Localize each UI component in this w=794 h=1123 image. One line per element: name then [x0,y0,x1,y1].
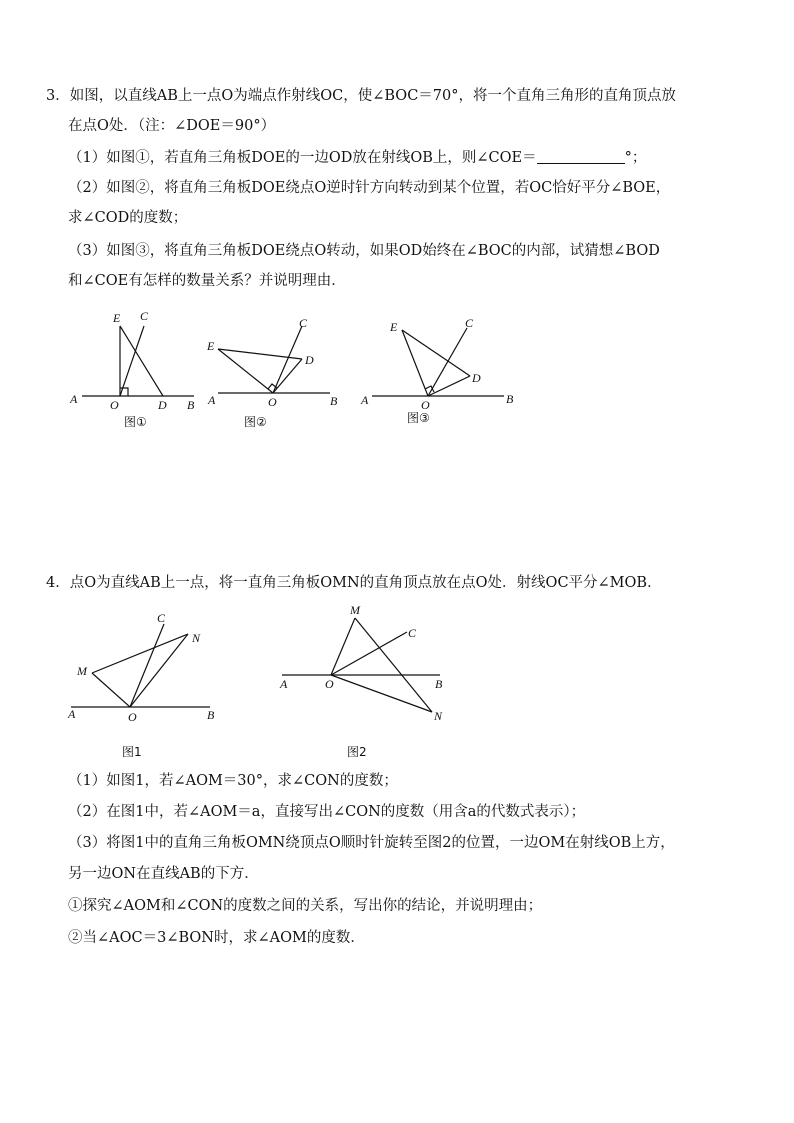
q4fig2-label-m: M [350,603,360,617]
q3-figure-3 [372,328,504,396]
q4fig1-ray-oc [130,624,164,707]
q3-stem: 如图，以直线AB上一点O为端点作射线OC，使∠BOC＝70°，将一个直角三角形的直角顶点放 [69,88,676,104]
fig2-ray-od [273,359,302,393]
q4-part3b: 另一边ON在直线AB的下方． [68,866,259,882]
fig3-label-b: B [506,392,514,406]
fig3-label-c: C [465,316,474,330]
q4-sub2: ②当∠AOC＝3∠BON时，求∠AOM的度数． [68,930,365,946]
fig2-label-c: C [299,316,308,330]
q3-part3b: 和∠COE有怎样的数量关系？并说明理由． [68,273,346,289]
q3-part1-unit: °； [624,150,647,166]
fig1-label-e: E [113,311,121,325]
fig1-ray-oc [120,326,144,396]
q4fig1-label-b: B [207,708,215,722]
q3-figure-1 [82,326,194,396]
q3-part2a: （2）如图②，将直角三角板DOE绕点O逆时针方向转动到某个位置，若OC恰好平分∠BOE， [68,180,671,196]
q3-part3a: （3）如图③，将直角三角板DOE绕点O转动，如果OD始终在∠BOC的内部，试猜想∠BOD [68,243,660,259]
q4fig2-caption: 图2 [347,745,367,759]
fig2-label-o: O [268,395,277,409]
q4fig1-ray-on [130,634,188,707]
q4-part2: （2）在图1中，若∠AOM＝a，直接写出∠CON的度数（用含a的代数式表示）； [68,804,586,820]
q4-stem: 点O为直线AB上一点，将一直角三角板OMN的直角顶点放在点O处．射线OC平分∠MOB． [69,575,662,591]
fig3-segment-ed [402,330,470,376]
q3-number: 3． [46,88,70,104]
q4fig1-label-n: N [192,631,201,645]
fig1-label-d: D [158,398,167,412]
fig2-caption: 图② [244,415,267,429]
q3-part1-text: （1）如图①，若直角三角板DOE的一边OD放在射线OB上，则∠COE＝ [68,150,537,166]
fig1-label-o: O [110,398,119,412]
fig2-ray-oc [273,326,302,393]
q4-figure-2 [282,618,440,712]
fig1-label-b: B [187,398,195,412]
fig3-label-d: D [472,371,481,385]
q4-number: 4． [46,575,70,591]
q4fig1-label-c: C [157,611,166,625]
fig3-ray-oe [402,330,428,396]
q4fig2-label-n: N [434,709,443,723]
fig1-segment-ed [120,326,163,396]
fig3-label-o: O [421,398,430,412]
fig3-caption: 图③ [407,411,430,425]
fig2-label-e: E [207,339,215,353]
fig1-caption: 图① [124,415,147,429]
fig2-label-a: A [208,393,216,407]
fig3-label-e: E [390,320,398,334]
q4-sub1: ①探究∠AOM和∠CON的度数之间的关系，写出你的结论，并说明理由； [68,898,543,914]
q4fig2-label-b: B [435,677,443,691]
q4fig2-label-c: C [408,626,417,640]
fig1-label-a: A [70,392,78,406]
q4fig2-ray-oc [331,632,407,675]
q3-part2b: 求∠COD的度数； [68,210,188,226]
q4fig2-label-o: O [325,677,334,691]
q4fig1-segment-mn [92,634,188,673]
q3-line2: 在点O处．（注：∠DOE＝90°） [68,118,276,134]
q4fig2-ray-om [331,618,355,675]
q4fig1-label-a: A [68,707,76,721]
q4fig1-label-m: M [77,664,87,678]
q4fig2-label-a: A [280,677,288,691]
q4-figure-1 [71,624,210,707]
q4fig1-ray-om [92,673,130,707]
fig3-ray-oc [428,328,467,396]
fig2-label-d: D [305,353,314,367]
fig2-label-b: B [330,394,338,408]
fig2-ray-oe [218,349,273,393]
q4fig1-label-o: O [128,710,137,724]
fig1-label-c: C [140,309,149,323]
q4-part1: （1）如图1，若∠AOM＝30°，求∠CON的度数； [68,773,398,789]
q4fig1-caption: 图1 [122,745,142,759]
q4-part3a: （3）将图1中的直角三角板OMN绕顶点O顺时针旋转至图2的位置，一边OM在射线OB上方， [68,835,675,851]
fig3-label-a: A [361,393,369,407]
